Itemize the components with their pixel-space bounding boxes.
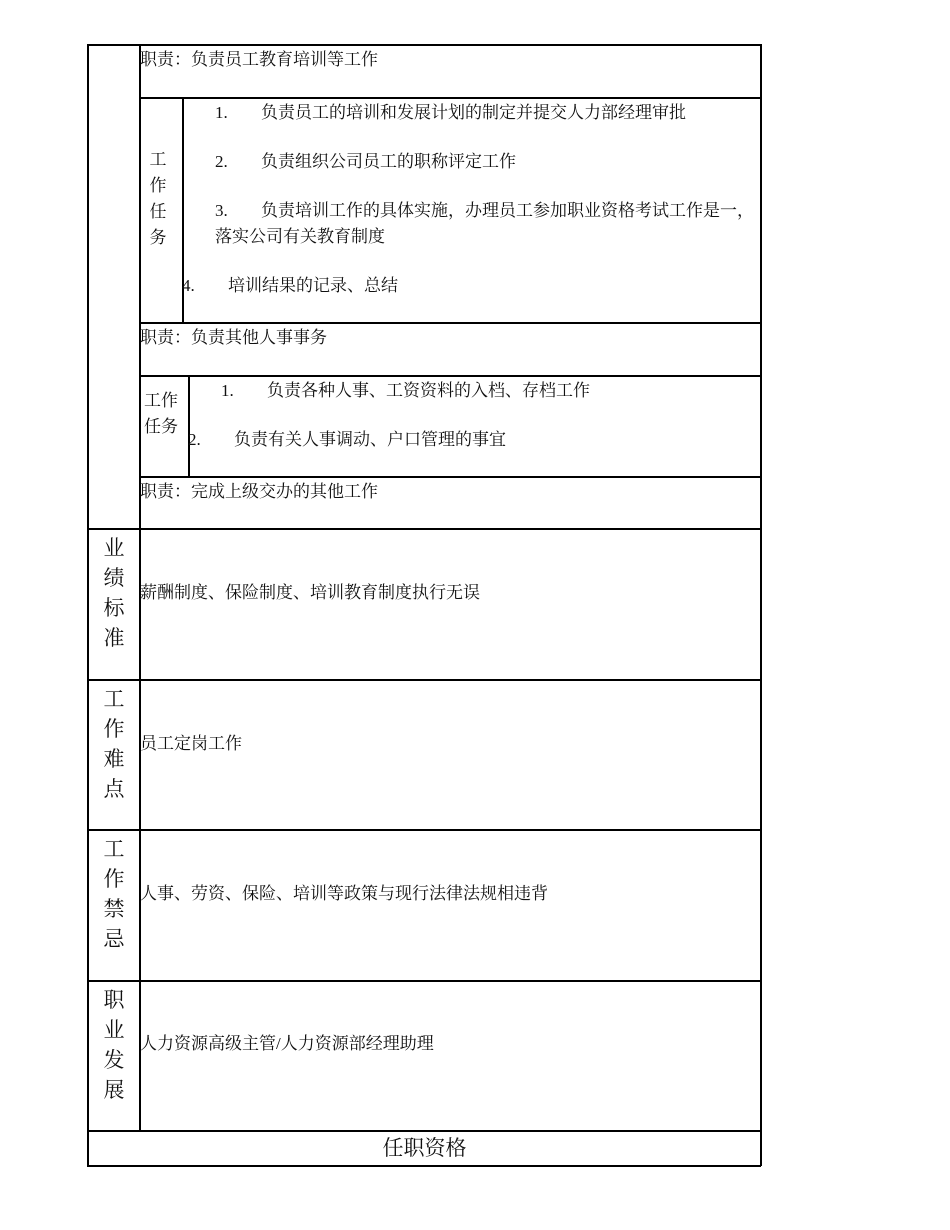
section-content-career: 人力资源高级主管/人力资源部经理助理 <box>140 1034 434 1053</box>
tasks-label-text: 工作任务 <box>144 391 178 436</box>
duty-personnel: 职责：负责其他人事事务 <box>140 328 327 347</box>
task-item <box>221 378 590 404</box>
section-content-prohibitions: 人事、劳资、保险、培训等政策与现行法律法规相违背 <box>140 884 548 903</box>
task-text: 负责培训工作的具体实施，办理员工参加职业资格考试工作是一，落实公司有关教育制度 <box>215 201 754 246</box>
row-divider <box>139 322 761 324</box>
row-divider <box>87 980 761 982</box>
task-number: 2. <box>215 152 228 171</box>
task-number: 2. <box>188 430 201 449</box>
task-text: 负责各种人事、工资资料的入档、存档工作 <box>267 381 590 400</box>
tasks-label <box>142 147 174 251</box>
section-label-performance: 业绩标准 <box>103 536 125 650</box>
row-divider <box>139 97 761 99</box>
row-divider <box>139 375 761 377</box>
row-divider <box>87 679 761 681</box>
row-divider <box>87 528 761 530</box>
task-number: 1. <box>215 103 228 122</box>
section-label-career: 职业发展 <box>103 988 125 1102</box>
task-item <box>215 198 755 250</box>
task-number: 3. <box>215 201 228 220</box>
task-number: 1. <box>221 381 234 400</box>
task-label-divider <box>188 375 190 477</box>
section-label-difficulties: 工作难点 <box>103 687 125 801</box>
task-item <box>182 273 398 299</box>
task-item <box>215 100 686 126</box>
task-text: 培训结果的记录、总结 <box>228 276 398 295</box>
task-item <box>215 149 516 175</box>
section-label-prohibitions: 工作禁忌 <box>103 837 125 951</box>
task-text: 负责员工的培训和发展计划的制定并提交人力部经理审批 <box>261 103 686 122</box>
row-divider <box>87 1130 761 1132</box>
task-text: 负责组织公司员工的职称评定工作 <box>261 152 516 171</box>
task-number: 4. <box>182 276 195 295</box>
table-border-right <box>760 44 762 1166</box>
section-content-difficulties: 员工定岗工作 <box>140 734 242 753</box>
section-content-performance: 薪酬制度、保险制度、培训教育制度执行无误 <box>140 583 480 602</box>
task-item <box>188 427 506 453</box>
row-divider <box>87 829 761 831</box>
tasks-label <box>141 388 181 440</box>
duty-training: 职责：负责员工教育培训等工作 <box>140 50 378 69</box>
task-text: 负责有关人事调动、户口管理的事宜 <box>234 430 506 449</box>
tasks-label-text: 工作任务 <box>149 150 167 247</box>
table-border-top <box>87 44 761 46</box>
table-border-bottom <box>87 1165 761 1167</box>
row-divider <box>139 476 761 478</box>
duty-other: 职责：完成上级交办的其他工作 <box>140 482 378 501</box>
qualifications-title: 任职资格 <box>382 1136 467 1160</box>
